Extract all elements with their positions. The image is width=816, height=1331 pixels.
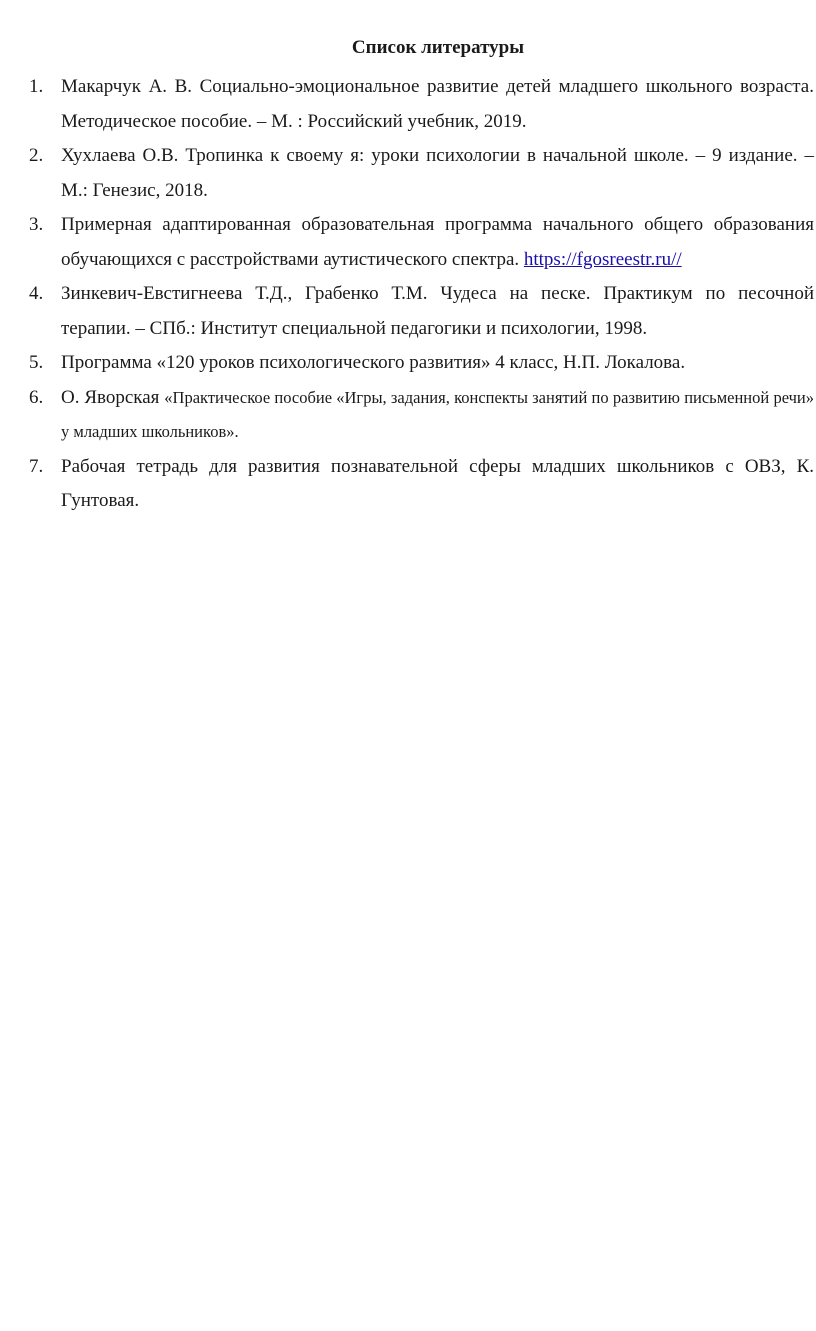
item-number: 5.	[29, 352, 44, 373]
item-number: 7.	[29, 455, 44, 477]
item-text: Хухлаева О.В. Тропинка к своему я: уроки психологии в начальной школе. – 9 издание. – М.: Генезис, 2018.	[61, 145, 814, 201]
bibliography-list	[0, 70, 816, 519]
list-item	[0, 346, 816, 381]
item-number: 3.	[29, 214, 44, 235]
item-lead: О. Яворская	[61, 386, 165, 408]
list-item	[0, 208, 816, 277]
item-number: 1.	[29, 76, 44, 97]
item-number: 4.	[29, 283, 44, 304]
item-text: Зинкевич-Евстигнеева Т.Д., Грабенко Т.М. Чудеса на песке. Практикум по песочной терапии. – СПб.: Институт специальной педагогики и психологии, 1998.	[61, 283, 814, 339]
page-title: Список литературы	[351, 37, 525, 58]
list-item	[0, 381, 816, 450]
item-text: «Практическое пособие «Игры, задания, конспекты занятий по развитию письменной речи» у младших школьников».	[61, 387, 814, 441]
item-number: 2.	[29, 145, 44, 166]
item-text: Примерная адаптированная образовательная программа начального общего образования обучающихся с расстройствами аутистического спектра.	[61, 214, 814, 270]
item-text: Макарчук А. В. Социально-эмоциональное развитие детей младшего школьного возраста. Методическое пособие. – М. : Российский учебник, 2019.	[61, 76, 814, 132]
item-text: Программа «120 уроков психологического развития» 4 класс, Н.П. Локалова.	[61, 352, 686, 373]
list-item	[0, 139, 816, 208]
item-text: Рабочая тетрадь для развития познавательной сферы младших школьников с ОВЗ, К. Гунтовая.	[61, 455, 814, 511]
list-item	[0, 450, 816, 519]
item-link[interactable]: https://fgosreestr.ru//	[523, 248, 682, 270]
list-item	[0, 277, 816, 346]
item-number: 6.	[29, 386, 44, 408]
list-item	[0, 70, 816, 139]
